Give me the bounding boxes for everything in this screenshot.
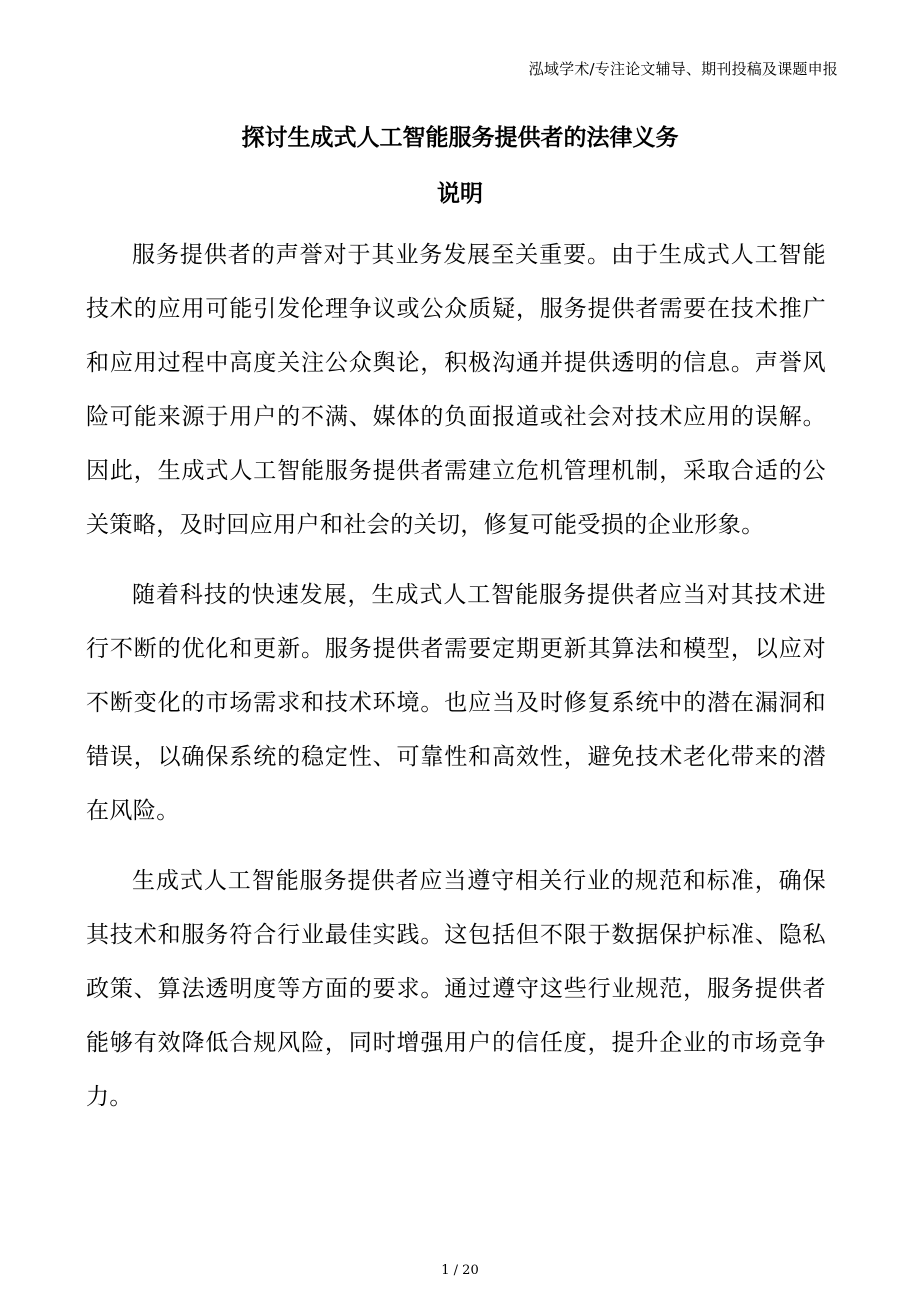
paragraph: 生成式人工智能服务提供者应当遵守相关行业的规范和标准，确保其技术和服务符合行业最佳实践。这包括但不限于数据保护标准、隐私政策、算法透明度等方面的要求。通过遵守这些行业规范，服务提供者能够有效降低合规风险，同时增强用户的信任度，提升企业的市场竞争力。 [86,868,826,1110]
page-header: 泓域学术/专注论文辅导、期刊投稿及课题申报 [528,60,838,78]
document-title: 探讨生成式人工智能服务提供者的法律义务 [241,125,679,151]
page-number: 1 / 20 [441,1263,479,1278]
section-heading: 说明 [437,181,483,207]
paragraph: 服务提供者的声誉对于其业务发展至关重要。由于生成式人工智能技术的应用可能引发伦理争议或公众质疑，服务提供者需要在技术推广和应用过程中高度关注公众舆论，积极沟通并提供透明的信息。声誉风险可能来源于用户的不满、媒体的负面报道或社会对技术应用的误解。因此，生成式人工智能服务提供者需建立危机管理机制，采取合适的公关策略，及时回应用户和社会的关切，修复可能受损的企业形象。 [86,242,826,538]
paragraph: 随着科技的快速发展，生成式人工智能服务提供者应当对其技术进行不断的优化和更新。服务提供者需要定期更新其算法和模型，以应对不断变化的市场需求和技术环境。也应当及时修复系统中的潜在漏洞和错误，以确保系统的稳定性、可靠性和高效性，避免技术老化带来的潜在风险。 [86,582,826,824]
document-body [86,228,826,1124]
